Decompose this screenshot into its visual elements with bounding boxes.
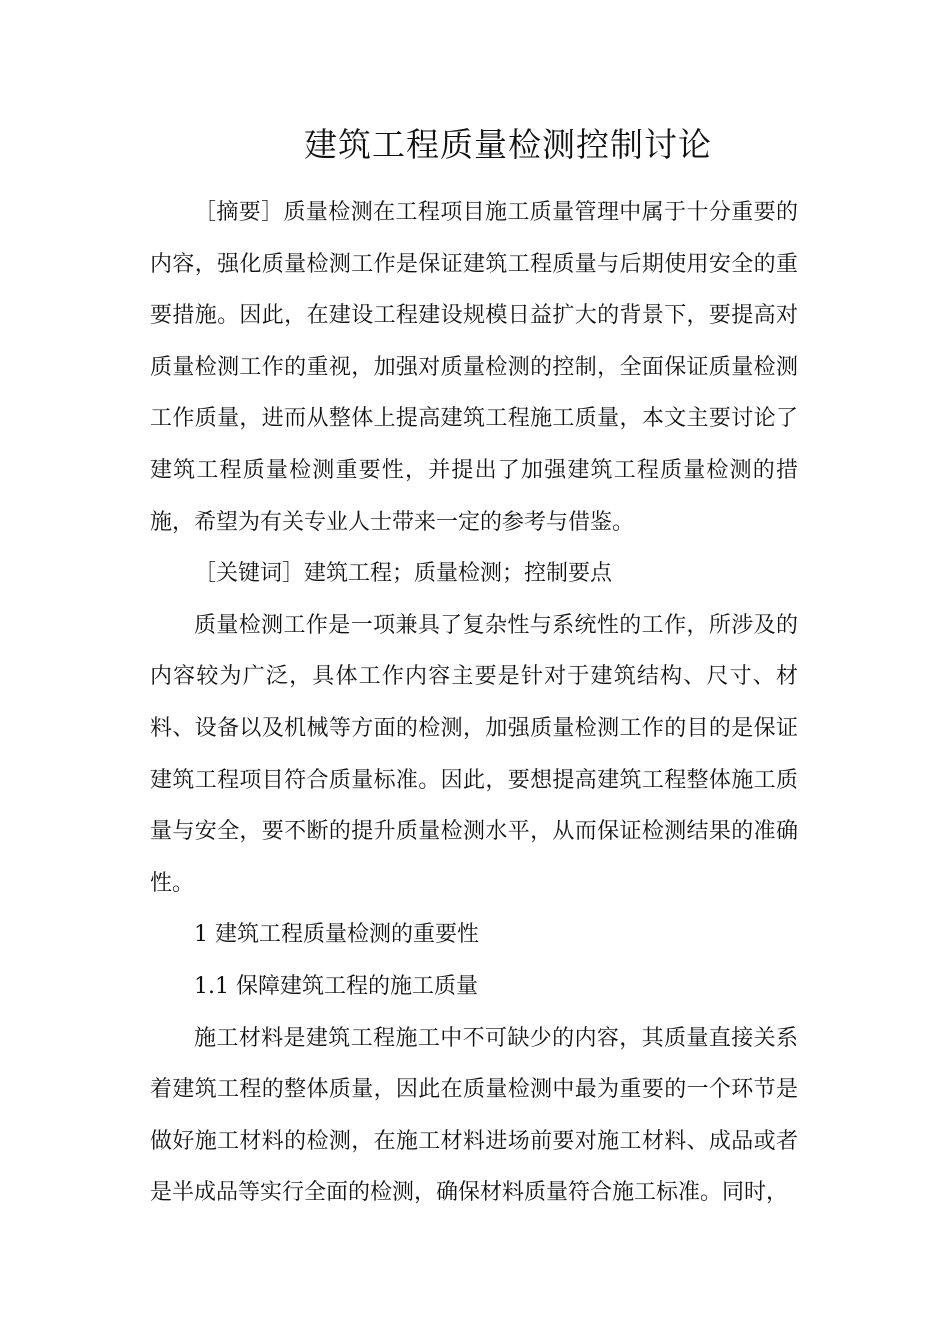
document-title: 建筑工程质量检测控制讨论 <box>304 125 712 164</box>
section-heading-1: 1 建筑工程质量检测的重要性 <box>194 922 479 948</box>
subsection-heading-1-1: 1.1 保障建筑工程的施工质量 <box>194 973 478 999</box>
section-1-1-paragraph: 施工材料是建筑工程施工中不可缺少的内容，其质量直接关系着建筑工程的整体质量，因此在质量检测中最为重要的一个环节是做好施工材料的检测，在施工材料进场前要对施工材料、成品或者是半成品等实行全面的检测，确保材料质量符合施工标准。同时， <box>150 1025 798 1206</box>
keywords-line: ［关键词］建筑工程；质量检测；控制要点 <box>194 561 613 587</box>
intro-paragraph: 质量检测工作是一项兼具了复杂性与系统性的工作，所涉及的内容较为广泛，具体工作内容主要是针对于建筑结构、尺寸、材料、设备以及机械等方面的检测，加强质量检测工作的目的是保证建筑工程项目符合质量标准。因此，要想提高建筑工程整体施工质量与安全，要不断的提升质量检测水平，从而保证检测结果的准确性。 <box>150 612 798 896</box>
document-body <box>150 187 798 1219</box>
abstract-paragraph: ［摘要］质量检测在工程项目施工质量管理中属于十分重要的内容，强化质量检测工作是保证建筑工程质量与后期使用安全的重要措施。因此，在建设工程建设规模日益扩大的背景下，要提高对质量检测工作的重视，加强对质量检测的控制，全面保证质量检测工作质量，进而从整体上提高建筑工程施工质量，本文主要讨论了建筑工程质量检测重要性，并提出了加强建筑工程质量检测的措施，希望为有关专业人士带来一定的参考与借鉴。 <box>150 200 798 535</box>
